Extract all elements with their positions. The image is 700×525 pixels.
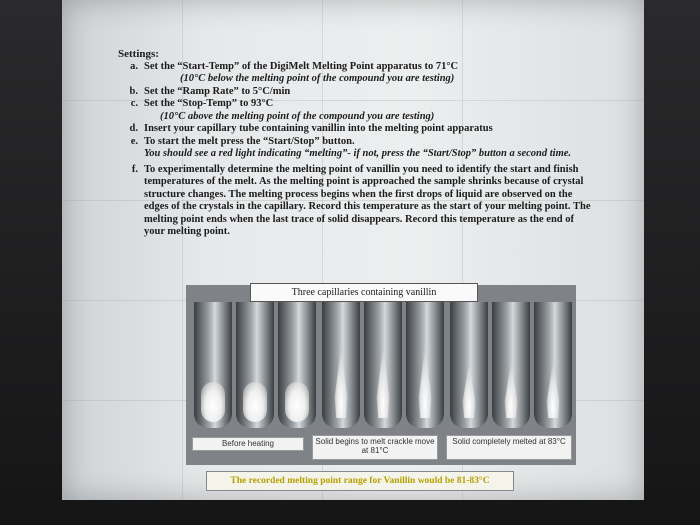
note-start-temp: (10°C below the melting point of the compound you are testing): [180, 73, 455, 84]
melted-sample: [503, 363, 519, 418]
instruction-item-d: [118, 123, 608, 136]
melting-sample: [417, 348, 433, 418]
item-letter: e.: [130, 135, 138, 147]
label-solid-melted: Solid completely melted at 83°C: [446, 435, 572, 460]
instruction-item-e: [118, 136, 608, 149]
instruction-item-b: [118, 86, 608, 99]
melted-sample: [545, 363, 561, 418]
capillary-tube: [450, 302, 488, 428]
capillary-photo: [194, 302, 572, 428]
item-letter: d.: [129, 123, 138, 134]
item-text: Set the “Start-Temp” of the DigiMelt Melting Point apparatus to 71°C: [144, 60, 459, 72]
solid-sample: [285, 382, 309, 422]
capillary-tube: [364, 302, 402, 428]
capillary-tube: [322, 302, 360, 428]
solid-sample: [201, 382, 225, 422]
instruction-item-c: [118, 98, 608, 111]
item-letter: b.: [129, 85, 138, 97]
note-stop-temp: (10°C above the melting point of the compound you are testing): [160, 110, 435, 122]
item-letter: f.: [131, 163, 138, 175]
item-text: To experimentally determine the melting point of vanillin you need to identify the start and finish temperatures of the melt. As the melting point is approached the sample shrinks because of crystal structure changes. The melting process begins when the first drops of liquid are observed on the edges of the crystals in the capillary. Record this temperature as the start of your melting point. The melting point ends when the last trace of solid disappears. Record this temperature as the end of your melting point.: [144, 163, 591, 237]
label-solid-begins: Solid begins to melt crackle move at 81°C: [312, 435, 438, 460]
item-letter: a.: [130, 60, 138, 72]
label-before-heating: Before heating: [192, 437, 304, 451]
instruction-item-f: [118, 164, 608, 239]
capillary-tube: [278, 302, 316, 428]
note-red-light: You should see a red light indicating “melting”- if not, press the “Start/Stop” button a second time.: [144, 148, 572, 159]
item-text: Set the “Stop-Temp” to 93°C: [144, 98, 274, 109]
item-text: Set the “Ramp Rate” to 5°C/min: [144, 85, 291, 97]
instructions-document: [118, 48, 608, 239]
solid-sample: [243, 382, 267, 422]
capillary-tube: [534, 302, 572, 428]
item-letter: c.: [130, 98, 138, 109]
item-text: Insert your capillary tube containing vanillin into the melting point apparatus: [144, 123, 493, 134]
capillary-tube: [492, 302, 530, 428]
capillary-tube: [194, 302, 232, 428]
instruction-item-a: [118, 61, 608, 74]
melting-sample: [333, 348, 349, 418]
capillary-tube: [236, 302, 274, 428]
melting-range-caption: The recorded melting point range for Vanillin would be 81-83°C: [206, 471, 514, 491]
settings-heading: Settings:: [118, 48, 159, 60]
melting-sample: [375, 348, 391, 418]
capillary-tube: [406, 302, 444, 428]
melted-sample: [461, 363, 477, 418]
figure-title: Three capillaries containing vanillin: [250, 283, 478, 302]
item-text: To start the melt press the “Start/Stop” button.: [144, 135, 355, 147]
